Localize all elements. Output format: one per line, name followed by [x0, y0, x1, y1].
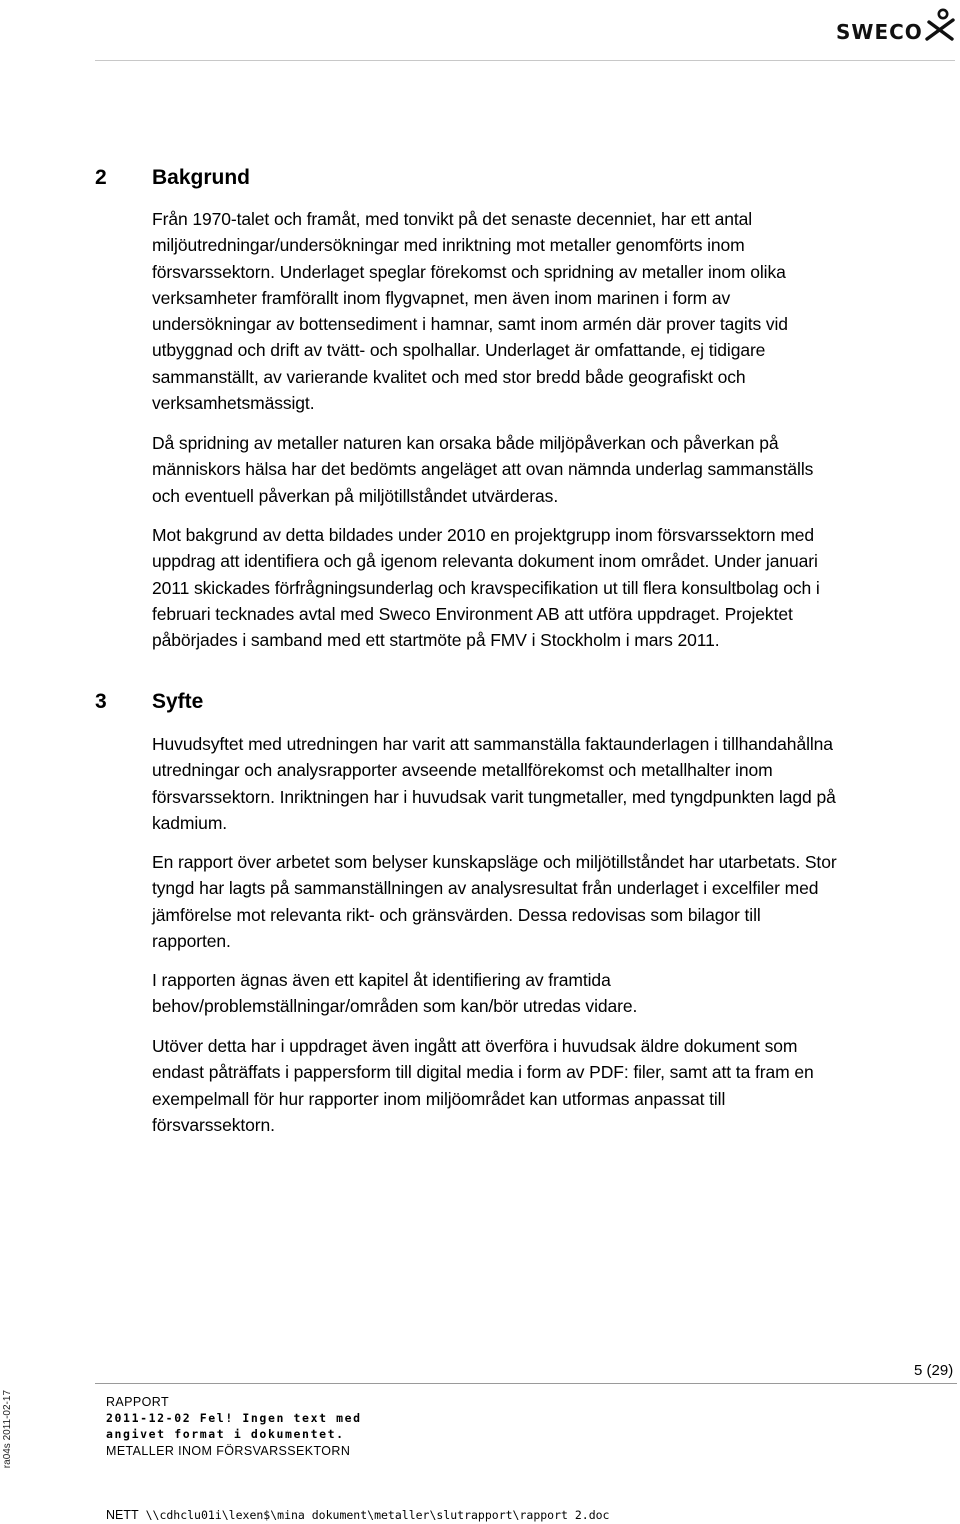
text-line: februari tecknades avtal med Sweco Environment AB att utföra uppdraget. Projektet: [152, 603, 793, 624]
text-line: Utöver detta har i uppdraget även ingått att överföra i huvudsak äldre dokument som: [152, 1036, 798, 1056]
text-line: sammanställt, av varierande kvalitet och med stor bredd både geografiskt och: [152, 366, 746, 387]
file-path: [106, 1508, 609, 1522]
paragraph: [152, 522, 820, 653]
file-path-text: \\cdhclu01i\lexen$\mina dokument\metaller\slutrapport\rapport 2.doc: [145, 1508, 610, 1522]
page-number: 5 (29): [914, 1362, 954, 1379]
text-line: tyngd har lagts på sammanställningen av analysresultat från underlaget i excelfiler med: [152, 878, 819, 899]
net-label: NETT: [106, 1508, 139, 1522]
text-line: försvarssektorn. Inriktningen har i huvudsak varit tungmetaller, med tyngdpunkten lagd på: [152, 786, 836, 807]
date-line-2: angivet format i dokumentet.: [106, 1427, 345, 1442]
text-line: Huvudsyftet med utredningen har varit att sammanställa faktaunderlagen i tillhandahållna: [152, 734, 833, 754]
text-line: verksamhetsmässigt.: [152, 393, 315, 414]
header-rule: [95, 60, 955, 61]
text-line: behov/problemställningar/områden som kan/bör utredas vidare.: [152, 996, 638, 1017]
text-line: Från 1970-talet och framåt, med tonvikt på det senaste decenniet, har ett antal: [152, 209, 753, 229]
text-line: rapporten.: [152, 930, 231, 951]
text-line: I rapporten ägnas även ett kapitel åt identifiering av framtida: [152, 970, 611, 990]
text-line: påbörjades i samband med ett startmöte på FMV i Stockholm i mars 2011.: [152, 630, 720, 651]
project-title: METALLER INOM FÖRSVARSSEKTORN: [106, 1443, 351, 1458]
doc-type: RAPPORT: [106, 1395, 169, 1409]
revision-stamp: ra04s 2011-02-17: [2, 1390, 13, 1469]
text-line: exempelmall för hur rapporter inom miljöområdet kan utformas anpassat till: [152, 1088, 726, 1109]
paragraph: [152, 731, 836, 836]
text-line: försvarssektorn. Underlaget speglar förekomst och spridning av metaller inom olika: [152, 261, 786, 282]
text-line: Då spridning av metaller naturen kan orsaka både miljöpåverkan och påverkan på: [152, 433, 779, 453]
text-line: undersökningar av bottensediment i hamnar, samt inom armén där prover tagits vid: [152, 314, 788, 335]
paragraph: [152, 967, 637, 1020]
text-line: endast påträffats i pappersform till digital media i form av PDF: filer, samt att ta fram en: [152, 1062, 814, 1083]
section-title: Syfte: [152, 690, 204, 713]
section-number: 2: [95, 166, 107, 189]
text-line: Mot bakgrund av detta bildades under 2010 en projektgrupp inom försvarssektorn med: [152, 525, 815, 545]
sweco-logo: [836, 8, 958, 46]
text-line: och eventuell påverkan på miljötillståndet utvärderas.: [152, 485, 559, 506]
footer-block: [106, 1394, 362, 1459]
text-line: En rapport över arbetet som belyser kunskapsläge och miljötillståndet har utarbetats. Stor: [152, 852, 837, 872]
paragraph: [152, 849, 837, 954]
text-line: miljöutredningar/undersökningar med inriktning mot metaller genomförts inom: [152, 235, 745, 256]
paragraph: [152, 430, 813, 509]
paragraph: [152, 206, 788, 416]
text-line: 2011 skickades förfrågningsunderlag och kravspecifikation ut till flera konsultbolag och i: [152, 577, 820, 598]
footer-rule: [95, 1383, 957, 1384]
section-number: 3: [95, 690, 107, 713]
text-line: försvarssektorn.: [152, 1114, 275, 1135]
section-title: Bakgrund: [152, 166, 251, 189]
logo-text: SWECO: [836, 20, 923, 44]
sweco-mark-icon: [924, 8, 956, 42]
date-line: 2011-12-02 Fel! Ingen text med: [106, 1411, 362, 1426]
text-line: jämförelse mot relevanta rikt- och gränsvärden. Dessa redovisas som bilagor till: [152, 904, 761, 925]
text-line: utredningar och analysrapporter avseende metallförekomst och metallhalter inom: [152, 760, 773, 781]
text-line: utbyggnad och drift av tvätt- och spolhallar. Underlaget är omfattande, ej tidigare: [152, 340, 766, 361]
text-line: kadmium.: [152, 812, 228, 833]
paragraph: [152, 1033, 814, 1138]
text-line: verksamheter framförallt inom flygvapnet, men även inom marinen i form av: [152, 287, 731, 308]
text-line: människors hälsa har det bedömts angeläget att ovan nämnda underlag sammanställs: [152, 459, 814, 480]
text-line: uppdrag att identifiera och gå igenom relevanta dokument inom området. Under januari: [152, 551, 818, 572]
